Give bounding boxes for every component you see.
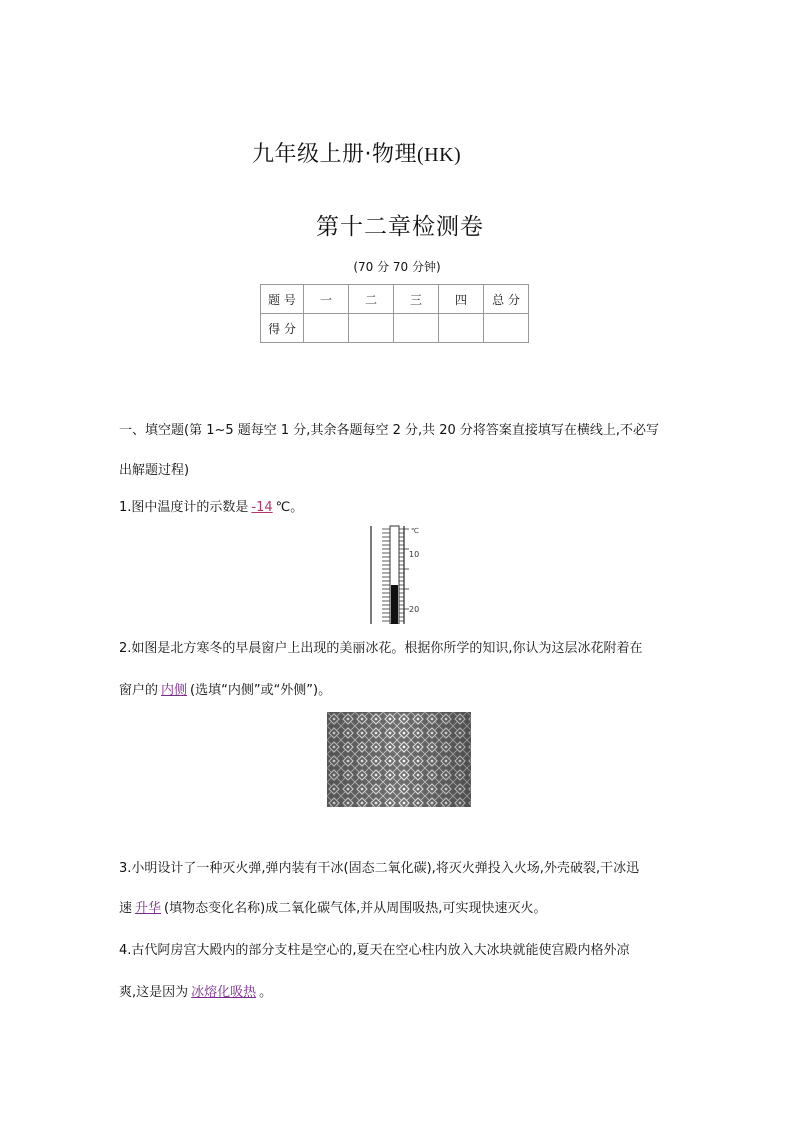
unit-label: ℃: [411, 527, 419, 535]
score-cell: [304, 314, 349, 343]
q1-suffix: ℃。: [275, 500, 304, 515]
score-table-header-row: [261, 285, 529, 314]
question-4-line1: 4.古代阿房宫大殿内的部分支柱是空心的,夏天在空心柱内放入大冰块就能使宫殿内格外凉: [119, 943, 630, 958]
section-instructions-line1: 一、填空题(第 1~5 题每空 1 分,其余各题每空 2 分,共 20 分将答案直接填写在横线上,不必写: [119, 423, 660, 438]
book-title-suffix: (HK): [417, 144, 462, 166]
tick-label-20: 20: [409, 605, 420, 614]
book-title: [252, 137, 461, 168]
frost-photo: [327, 712, 471, 807]
score-table: [260, 284, 529, 343]
exam-meta: (70 分 70 分钟): [353, 260, 441, 274]
thermometer-figure: [368, 524, 428, 624]
score-cell: [349, 314, 394, 343]
question-2-line1: 2.如图是北方寒冬的早晨窗户上出现的美丽冰花。根据你所学的知识,你认为这层冰花附着在: [119, 641, 643, 656]
question-1: [119, 499, 303, 517]
q3-prefix: 速: [119, 901, 133, 916]
chapter-title: 第十二章检测卷: [316, 214, 484, 240]
question-4-line2: [119, 984, 272, 1002]
score-cell: 总 分: [484, 285, 529, 314]
score-cell: 二: [349, 285, 394, 314]
score-cell: 题 号: [261, 285, 304, 314]
section-instructions-line2: 出解题过程): [119, 463, 190, 478]
score-cell: 一: [304, 285, 349, 314]
score-cell: 四: [439, 285, 484, 314]
mercury-column: [391, 585, 398, 624]
score-cell: 得 分: [261, 314, 304, 343]
q2-answer: 内侧: [161, 683, 188, 698]
question-2-line2: [119, 682, 331, 700]
score-cell: [394, 314, 439, 343]
q4-suffix: 。: [259, 985, 273, 1000]
q2-prefix: 窗户的: [119, 683, 159, 698]
q3-answer: 升华: [135, 901, 162, 916]
q4-prefix: 爽,这是因为: [119, 985, 189, 1000]
question-3-line1: 3.小明设计了一种灭火弹,弹内装有干冰(固态二氧化碳),将灭火弹投入火场,外壳破裂,干冰迅: [119, 861, 640, 876]
q1-answer: -14: [251, 500, 273, 515]
score-cell: [484, 314, 529, 343]
tick-label-10: 10: [409, 550, 420, 559]
q3-suffix: (填物态变化名称)成二氧化碳气体,并从周围吸热,可实现快速灭火。: [164, 901, 547, 916]
q2-suffix: (选填“内侧”或“外侧”)。: [190, 683, 332, 698]
q4-answer: 冰熔化吸热: [191, 985, 257, 1000]
question-3-line2: [119, 900, 546, 918]
q1-text: 1.图中温度计的示数是: [119, 500, 249, 515]
score-table-score-row: [261, 314, 529, 343]
score-cell: [439, 314, 484, 343]
score-cell: 三: [394, 285, 439, 314]
book-title-main: 九年级上册·物理: [252, 142, 417, 167]
